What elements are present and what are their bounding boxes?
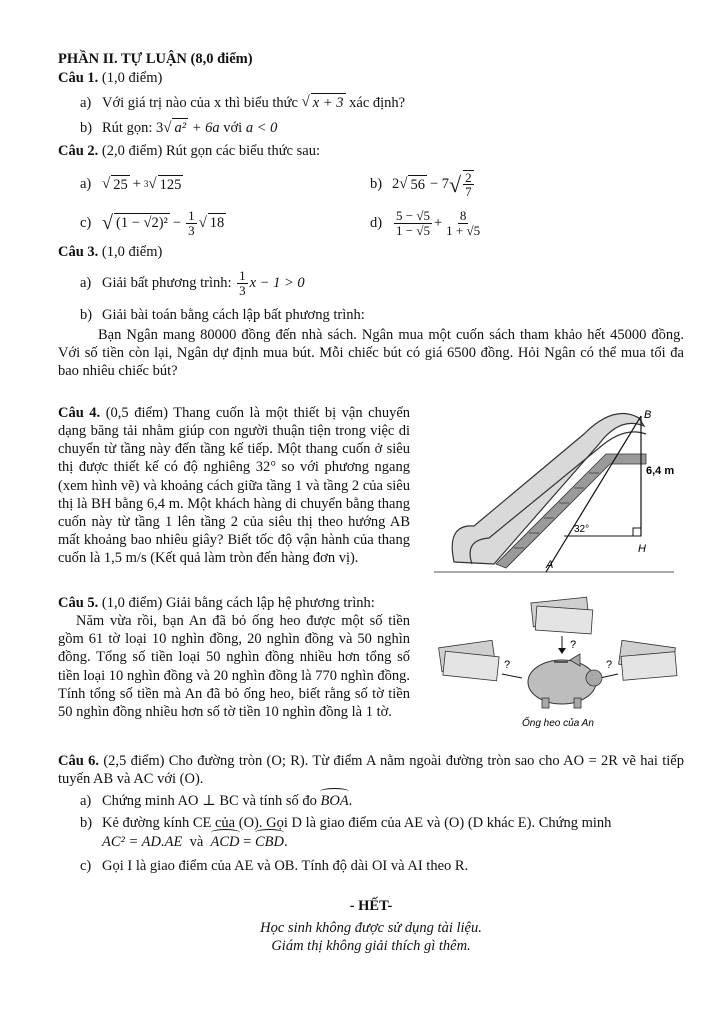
q1-points: (1,0 điểm) (101, 70, 163, 87)
q2-c-frac: $\frac{1}{3}$ (188, 207, 195, 238)
q2-d (370, 209, 484, 237)
q2-d-frac2: $\frac{8}{1 + √5}$ (446, 207, 481, 238)
piggy-caption: Ống heo của An (522, 718, 594, 730)
q5-body (58, 594, 410, 734)
point-B: B (644, 409, 652, 422)
q2-d-frac1: $\frac{5 - √5}{1 - √5}$ (396, 207, 430, 238)
q3-b (80, 306, 684, 324)
q2-c-minus: − (172, 214, 182, 231)
q3-head: Câu 3. (58, 244, 99, 261)
q6-b-eq: AC² = AD.AE (102, 833, 183, 850)
q2-a-idx: 3 (143, 178, 149, 189)
q1-b-plus: + 6a (191, 119, 220, 136)
q2-b-label: b) (370, 176, 383, 193)
q2-c-inner: (1 − √2)² (115, 215, 168, 232)
q4-text: (0,5 điểm) Thang cuốn là một thiết bị vận chuyển dạng băng tải nhằm giúp con người thuận tiện trong việc di chuyển từ tầng này đến tầng kế tiếp. Một thang cuốn ở siêu thị được thiết kế có độ nghiêng 32° so với phương ngang (xem hình vẽ) và khoảng cách giữa tầng 1 và tầng 2 của siêu thị là BH bằng 6,4 m. Một khách hàng di chuyển bằng thang cuốn này từ tầng 1 lên tầng 2 của siêu thị theo hướng AB mất khoảng bao nhiêu giây? Biết tốc độ vận hành của thang cuốn là 1,5 m/s (Kết quả làm tròn đến hàng đơn vị). (58, 405, 411, 567)
angle-label: 32° (574, 524, 590, 536)
q6-b-label: b) (80, 815, 93, 832)
q2-a-plus: + (132, 176, 141, 193)
q2-b-frac: $\frac{2}{7}$ (465, 169, 472, 200)
q1-a: a) Với giá trị nào của x thì biểu thức √ x + 3 xác định? (80, 94, 406, 112)
piggy-bank-icon (528, 654, 602, 708)
q6-a-label: a) (80, 793, 92, 810)
q1-a-label: a) (80, 94, 92, 111)
banknote-stack-top (531, 597, 593, 634)
question-mark-top: ? (570, 639, 577, 652)
q2-b-r1: 56 (410, 176, 425, 193)
q3-a-frac: $\frac{1}{3}$ (239, 268, 246, 298)
question-mark-left: ? (504, 659, 511, 672)
q1-b-label: b) (80, 119, 93, 136)
end-line-1: Học sinh không được sử dụng tài liệu. (260, 919, 482, 936)
q6-b-text: Kẻ đường kính CE của (O). Gọi D là giao điểm của AE và (O) (D khác E). Chứng minh (102, 815, 612, 832)
point-H: H (638, 543, 646, 556)
q6-text: (2,5 điểm) Cho đường tròn (O; R). Từ điểm A nằm ngoài đường tròn sao cho AO = 2R vẽ hai tiếp tuyến AB và AC với (O). (58, 753, 684, 788)
q2-b: b) 2 √ 56 − 7 √ $\frac{2}{7}$ (370, 169, 472, 200)
q6-c-label: c) (80, 857, 92, 874)
q6-b: b) Kẻ đường kính CE của (O). Gọi D là giao điểm của AE và (O) (D khác E). Chứng minh AC² = AD.AE và ACD = CBD. (80, 815, 612, 850)
q6-head: Câu 6. (58, 753, 99, 770)
q2-c-r: 18 (209, 215, 225, 232)
q6-a: a) Chứng minh AO ⊥ BC và tính số đo BOA . (80, 793, 353, 810)
q3-a-tail: x − 1 > 0 (249, 275, 305, 292)
q4-body (58, 404, 410, 580)
banknote-stack-left (439, 640, 500, 680)
q3-b-label: b) (80, 306, 93, 323)
q2-a-label: a) (80, 176, 92, 193)
q5-head: Câu 5. (58, 595, 99, 612)
q6-c (80, 857, 684, 875)
q2-d-label: d) (370, 214, 383, 231)
question-5 (58, 594, 684, 734)
end-title: - HẾT- (349, 897, 393, 914)
q2-d-plus: + (433, 214, 443, 231)
q3-b-paragraph: Bạn Ngân mang 80000 đồng đến nhà sách. Ngân mua một cuốn sách tham khảo hết 45000 đồng. Với số tiền còn lại, Ngân dự định mua bút. Mỗi chiếc bút có giá 6500 đồng. Hỏi Ngân có thể mua tối đa bao nhiêu chiếc bút? (58, 326, 684, 379)
escalator-figure (434, 404, 684, 580)
end-block (58, 897, 684, 955)
question-2 (58, 142, 684, 160)
height-label: 6,4 m (646, 465, 675, 478)
q3-points: (1,0 điểm) (101, 244, 163, 261)
q3-a (80, 269, 684, 297)
q1-a-text: Với giá trị nào của x thì biểu thức (102, 94, 298, 111)
q2-a: a) √ 25 + 3 √ 125 (80, 175, 182, 193)
right-angle-mark (633, 528, 641, 536)
q1-a-tail: xác định? (349, 94, 406, 111)
q6-a-text: Chứng minh AO ⊥ BC và tính số đo (102, 793, 317, 810)
q1-b-with: với (223, 119, 243, 136)
q2-head: Câu 2. (58, 142, 99, 159)
q3-a-text: Giải bất phương trình: (102, 275, 232, 292)
q2-a-r1: 25 (113, 176, 128, 193)
end-line-2: Giám thị không giải thích gì thêm. (271, 938, 471, 955)
q6-b-arc2: CBD (254, 833, 284, 850)
point-A: A (546, 559, 554, 572)
part-title: PHẦN II. TỰ LUẬN (8,0 điểm) (58, 51, 253, 67)
banknote-stack-right (619, 640, 677, 680)
piggy-bank-figure (434, 594, 684, 734)
q1-b-coef: 3 (155, 119, 164, 136)
q2-points: (2,0 điểm) Rút gọn các biểu thức sau: (101, 142, 320, 159)
q2-c: c) √ (1 − √2)² − $\frac{1}{3}$ √ 18 (80, 207, 225, 238)
arrow-right (600, 674, 618, 678)
q6-b-arc1: ACD (210, 833, 240, 850)
q2-a-r2: 125 (159, 176, 182, 193)
q5-points: (1,0 điểm) Giải bằng cách lập hệ phương trình: (101, 595, 375, 612)
question-4 (58, 404, 684, 580)
q1-b-rad: a² (174, 120, 187, 137)
question-3 (58, 243, 684, 261)
question-1 (58, 69, 684, 87)
q3-b-text: Giải bài toán bằng cách lập bất phương trình: (102, 306, 365, 323)
q1-head: Câu 1. (58, 70, 99, 87)
q1-a-expr: x + 3 (312, 95, 344, 112)
q5-text: Năm vừa rồi, bạn An đã bỏ ống heo được một số tiền gồm 61 tờ loại 10 nghìn đồng, 20 nghìn đồng và 50 nghìn đồng. Tổng số tiền loại 50 nghìn đồng nhiều hơn tổng số tiền loại 10 nghìn đồng và 20 nghìn đồng là 770 nghìn đồng. Tính tổng số tiền mà An đã bỏ ống heo, biết rằng số tờ tiền 50 nghìn đồng nhiều hơn số tờ tiền 10 nghìn đồng là 1 tờ. (58, 613, 410, 720)
q2-b-minus: − 7 (429, 176, 450, 193)
q1-b-cond: a < 0 (245, 119, 278, 136)
q2-row-cd (80, 209, 684, 237)
question-mark-right: ? (606, 659, 613, 672)
q2-row-ab (80, 170, 684, 199)
question-6 (58, 752, 684, 788)
q2-c-label: c) (80, 214, 92, 231)
arrow-left (502, 674, 522, 678)
q6-c-text: Gọi I là giao điểm của AE và OB. Tính độ dài OI và AI theo R. (102, 857, 469, 874)
q4-head: Câu 4. (58, 405, 101, 422)
q3-a-label: a) (80, 275, 92, 292)
q6-a-arc: BOA (320, 793, 349, 810)
q1-b: b) Rút gọn: 3 √ a² + 6a với a < 0 (80, 119, 278, 137)
q2-b-coef: 2 (392, 176, 400, 193)
q1-b-text: Rút gọn: (102, 119, 153, 136)
